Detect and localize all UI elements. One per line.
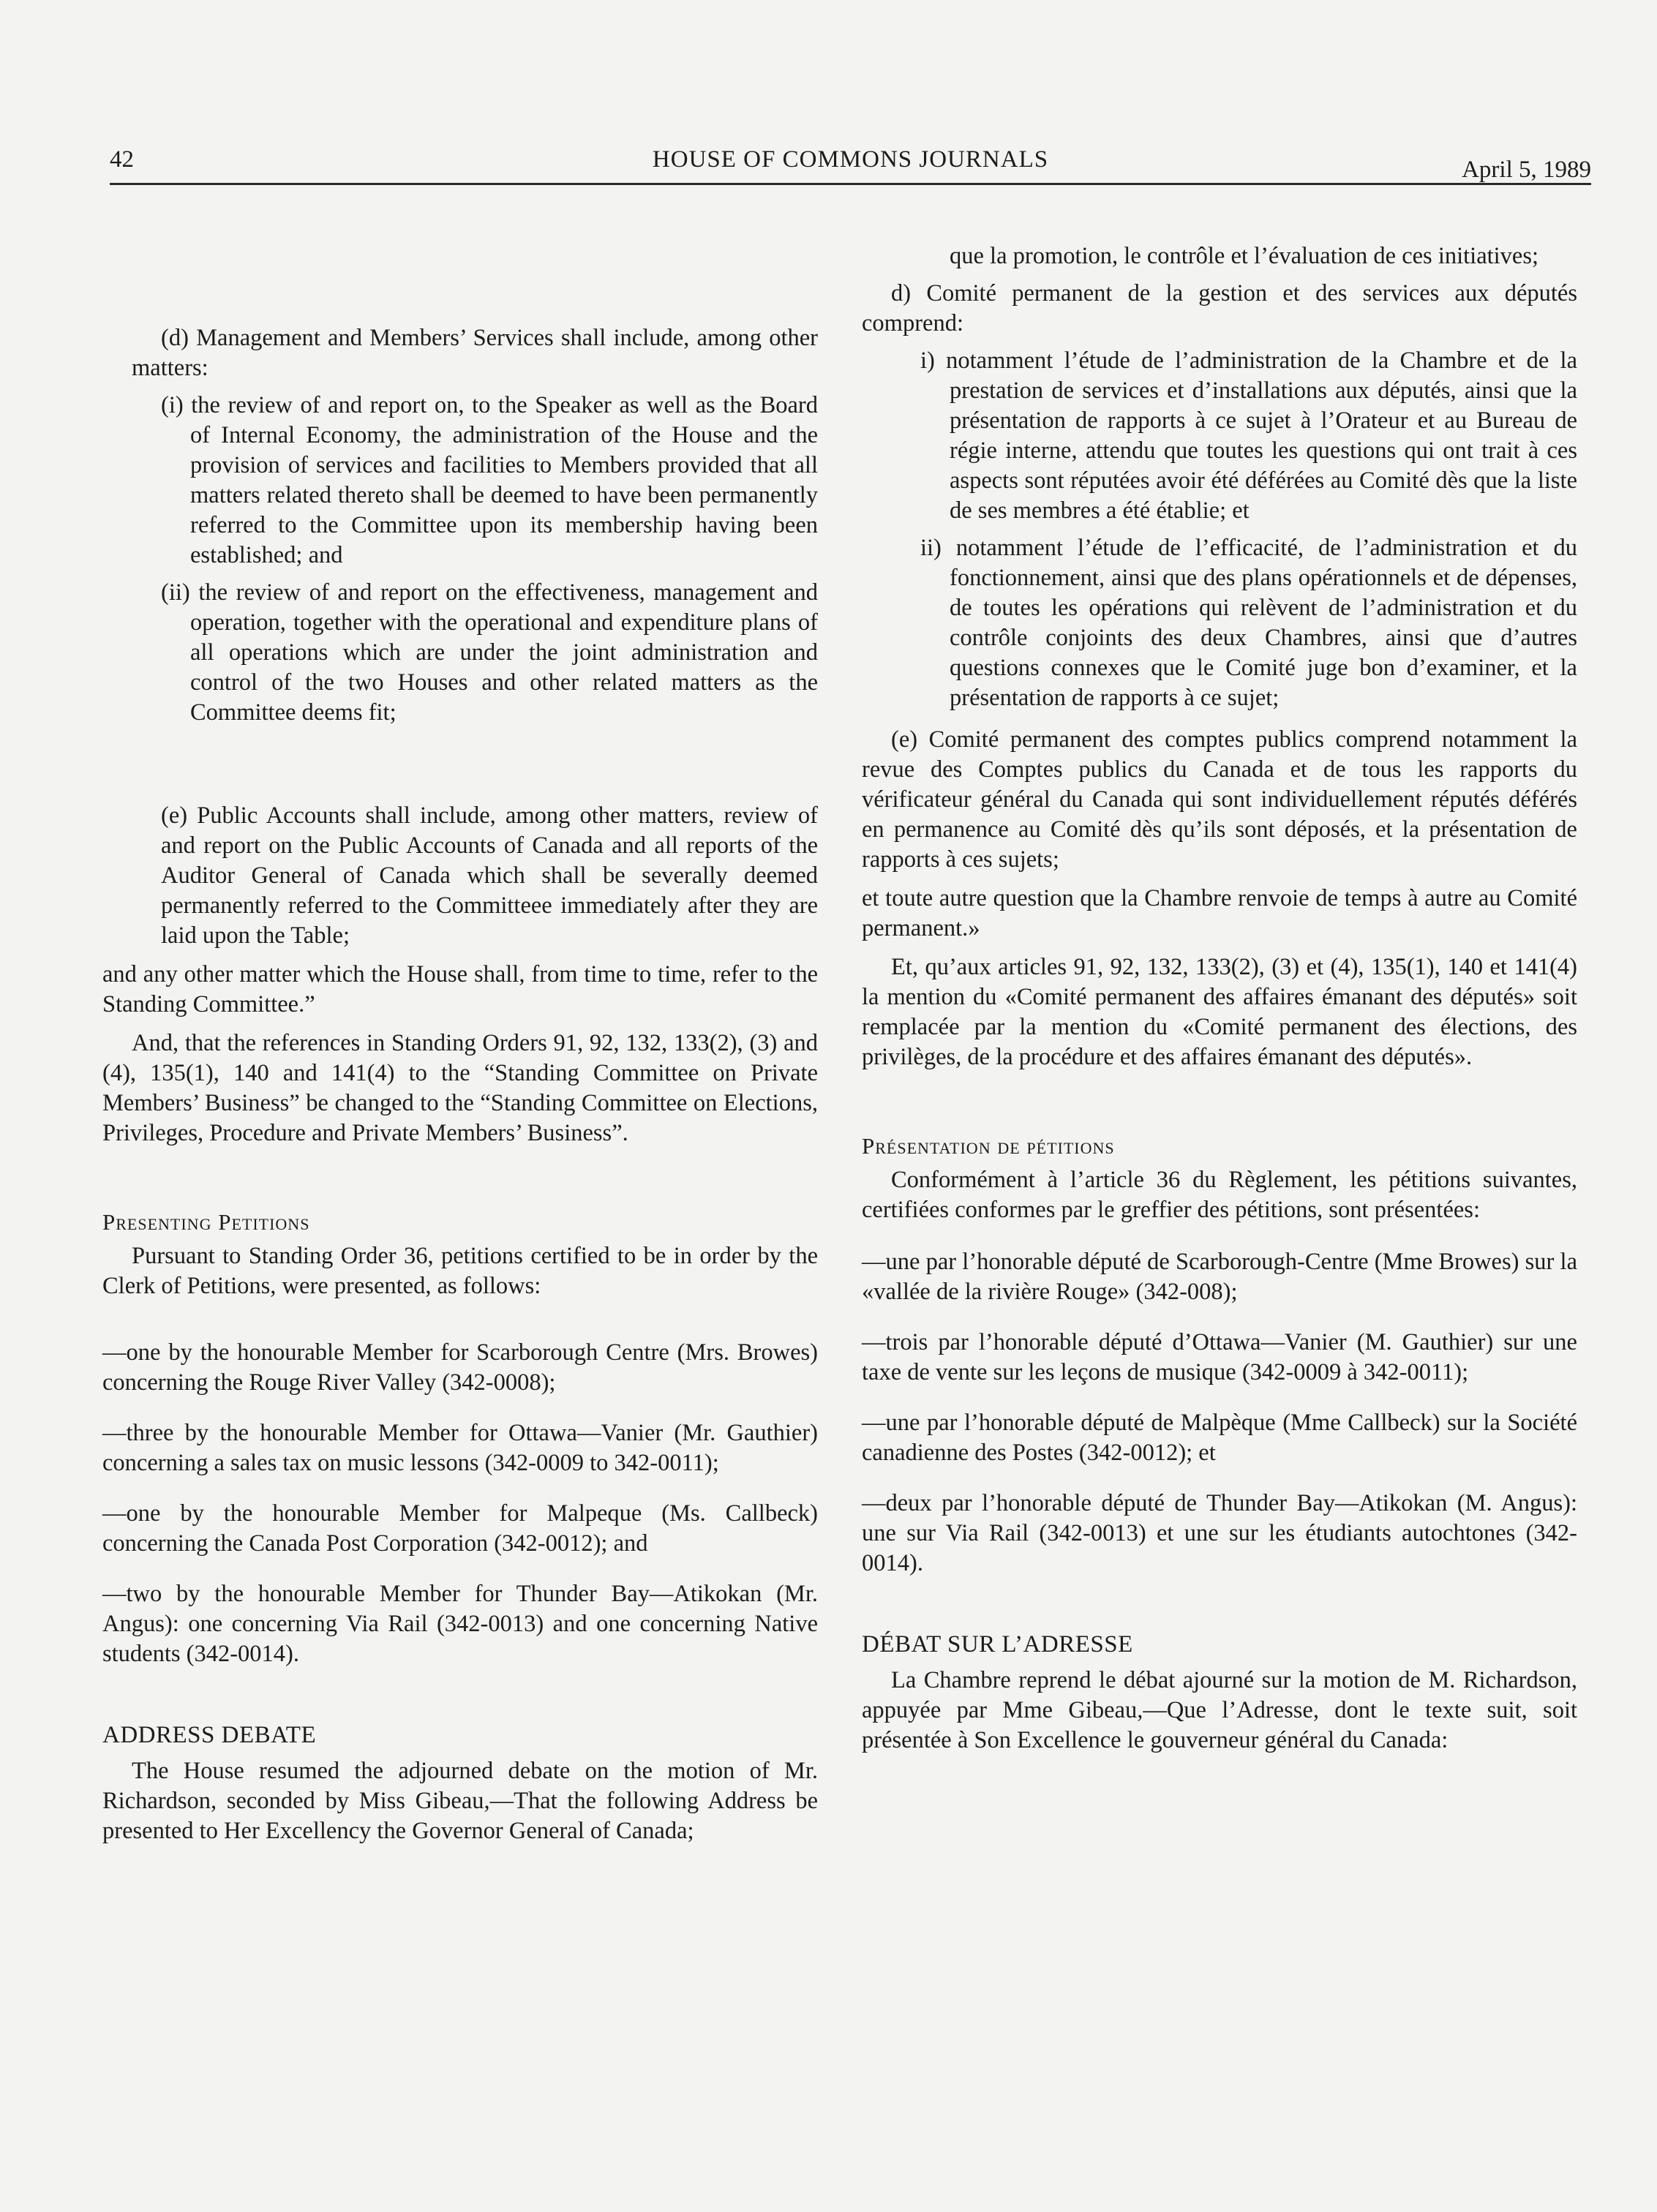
page-header: [110, 146, 1591, 185]
en-references: And, that the references in Standing Orders 91, 92, 132, 133(2), (3) and (4), 135(1), 140 and 141(4) to the “Standing Committee on Private Members’ Business” be changed to the “Standing Committee on Elections, Privileges, Procedure and Private Members’ Business”.: [102, 1030, 818, 1146]
fr-e: (e) Comité permanent des comptes publics comprend notamment la revue des Comptes publics du Canada et de tous les rapports du vérificateur général du Canada qui sont individuellement réputés déférés en permanence au Comité dès qu’ils sont déposés, et la présentation de rapports à ces sujets;: [862, 726, 1577, 873]
fr-closing: et toute autre question que la Chambre renvoie de temps à autre au Comité permanent.»: [862, 885, 1577, 941]
journal-title: HOUSE OF COMMONS JOURNALS: [652, 146, 1049, 173]
page-number: 42: [110, 146, 134, 173]
en-d-ii: (ii) the review of and report on the effectiveness, management and operation, together with the operational and expenditure plans of all operations which are under the joint administration and control of the two Houses and other related matters as the Committee deems fit;: [161, 579, 818, 726]
fr-petition-1: —une par l’honorable député de Scarborough-Centre (Mme Browes) sur la «vallée de la rivière Rouge» (342-008);: [862, 1249, 1577, 1305]
french-column: [862, 241, 1577, 1756]
en-petition-4: —two by the honourable Member for Thunder Bay—Atikokan (Mr. Angus): one concerning Via Rail (342-0013) and one concerning Native students (342-0014).: [102, 1581, 818, 1667]
en-address-text: The House resumed the adjourned debate on the motion of Mr. Richardson, seconded by Miss Gibeau,—That the following Address be presented to Her Excellency the Governor General of Canada;: [102, 1758, 818, 1844]
en-petition-2: —three by the honourable Member for Ottawa—Vanier (Mr. Gauthier) concerning a sales tax on music lessons (342-0009 to 342-0011);: [102, 1420, 818, 1476]
journal-date: April 5, 1989: [1462, 157, 1591, 183]
fr-petition-4: —deux par l’honorable député de Thunder Bay—Atikokan (M. Angus): une sur Via Rail (342-0013) et une sur les étudiants autochtones (342-0014).: [862, 1490, 1577, 1576]
fr-address-heading: DÉBAT SUR L’ADRESSE: [862, 1631, 1133, 1658]
english-column: [102, 241, 818, 1846]
fr-petition-3: —une par l’honorable député de Malpèque (Mme Callbeck) sur la Société canadienne des Postes (342-0012); et: [862, 1410, 1577, 1466]
en-d-heading: (d) Management and Members’ Services shall include, among other matters:: [132, 325, 818, 381]
en-d-i: (i) the review of and report on, to the Speaker as well as the Board of Internal Economy, the administration of the House and the provision of services and facilities to Members provided that all matters related thereto shall be deemed to have been permanently referred to the Committee upon its membership having been established; and: [161, 392, 818, 568]
en-petition-3: —one by the honourable Member for Malpeque (Ms. Callbeck) concerning the Canada Post Corporation (342-0012); and: [102, 1500, 818, 1557]
fr-petitions-intro: Conformément à l’article 36 du Règlement, les pétitions suivantes, certifiées conformes par le greffier des pétitions, sont présentées:: [862, 1167, 1577, 1223]
fr-d-i: i) notamment l’étude de l’administration de la Chambre et de la prestation de services et d’installations aux députés, ainsi que la présentation de rapports à ce sujet à l’Orateur et au Bureau de régie interne, attendu que toutes les questions qui ont trait à ces aspects sont réputées avoir été déférées au Comité dès que la liste de ses membres a été établie; et: [920, 347, 1577, 524]
en-e: (e) Public Accounts shall include, among other matters, review of and report on the Public Accounts of Canada and all reports of the Auditor General of Canada which shall be severally deemed permanently referred to the Committeee immediately after they are laid upon the Table;: [161, 802, 818, 949]
en-closing: and any other matter which the House shall, from time to time, refer to the Standing Committee.”: [102, 961, 818, 1017]
fr-references: Et, qu’aux articles 91, 92, 132, 133(2), (3) et (4), 135(1), 140 et 141(4) la mention du «Comité permanent des affaires émanant des députés» soit remplacée par la mention du «Comité permanent des élections, des privilèges, de la procédure et des affaires émanant des députés».: [862, 954, 1577, 1070]
fr-address-text: La Chambre reprend le débat ajourné sur la motion de M. Richardson, appuyée par Mme Gibeau,—Que l’Adresse, dont le texte suit, soit présentée à Son Excellence le gouverneur général du Canada:: [862, 1667, 1577, 1753]
fr-d-ii: ii) notamment l’étude de l’efficacité, de l’administration et du fonctionnement, ainsi que des plans opérationnels et de dépenses, de toutes les opérations qui relèvent de l’administration et du contrôle conjoints des deux Chambres, ainsi que d’autres questions connexes que le Comité juge bon d’examiner, et la présentation de rapports à ce sujet;: [920, 535, 1577, 711]
en-petition-1: —one by the honourable Member for Scarborough Centre (Mrs. Browes) concerning the Rouge River Valley (342-0008);: [102, 1339, 818, 1396]
fr-continued: que la promotion, le contrôle et l’évaluation de ces initiatives;: [950, 243, 1539, 269]
en-petitions-heading: Presenting Petitions: [102, 1209, 310, 1235]
en-address-heading: ADDRESS DEBATE: [102, 1722, 317, 1748]
fr-petitions-heading: Présentation de pétitions: [862, 1133, 1115, 1159]
fr-d-heading: d) Comité permanent de la gestion et des services aux députés comprend:: [862, 280, 1577, 336]
fr-petition-2: —trois par l’honorable député d’Ottawa—Vanier (M. Gauthier) sur une taxe de vente sur les leçons de musique (342-0009 à 342-0011);: [862, 1329, 1577, 1385]
en-petitions-intro: Pursuant to Standing Order 36, petitions certified to be in order by the Clerk of Petitions, were presented, as follows:: [102, 1243, 818, 1299]
